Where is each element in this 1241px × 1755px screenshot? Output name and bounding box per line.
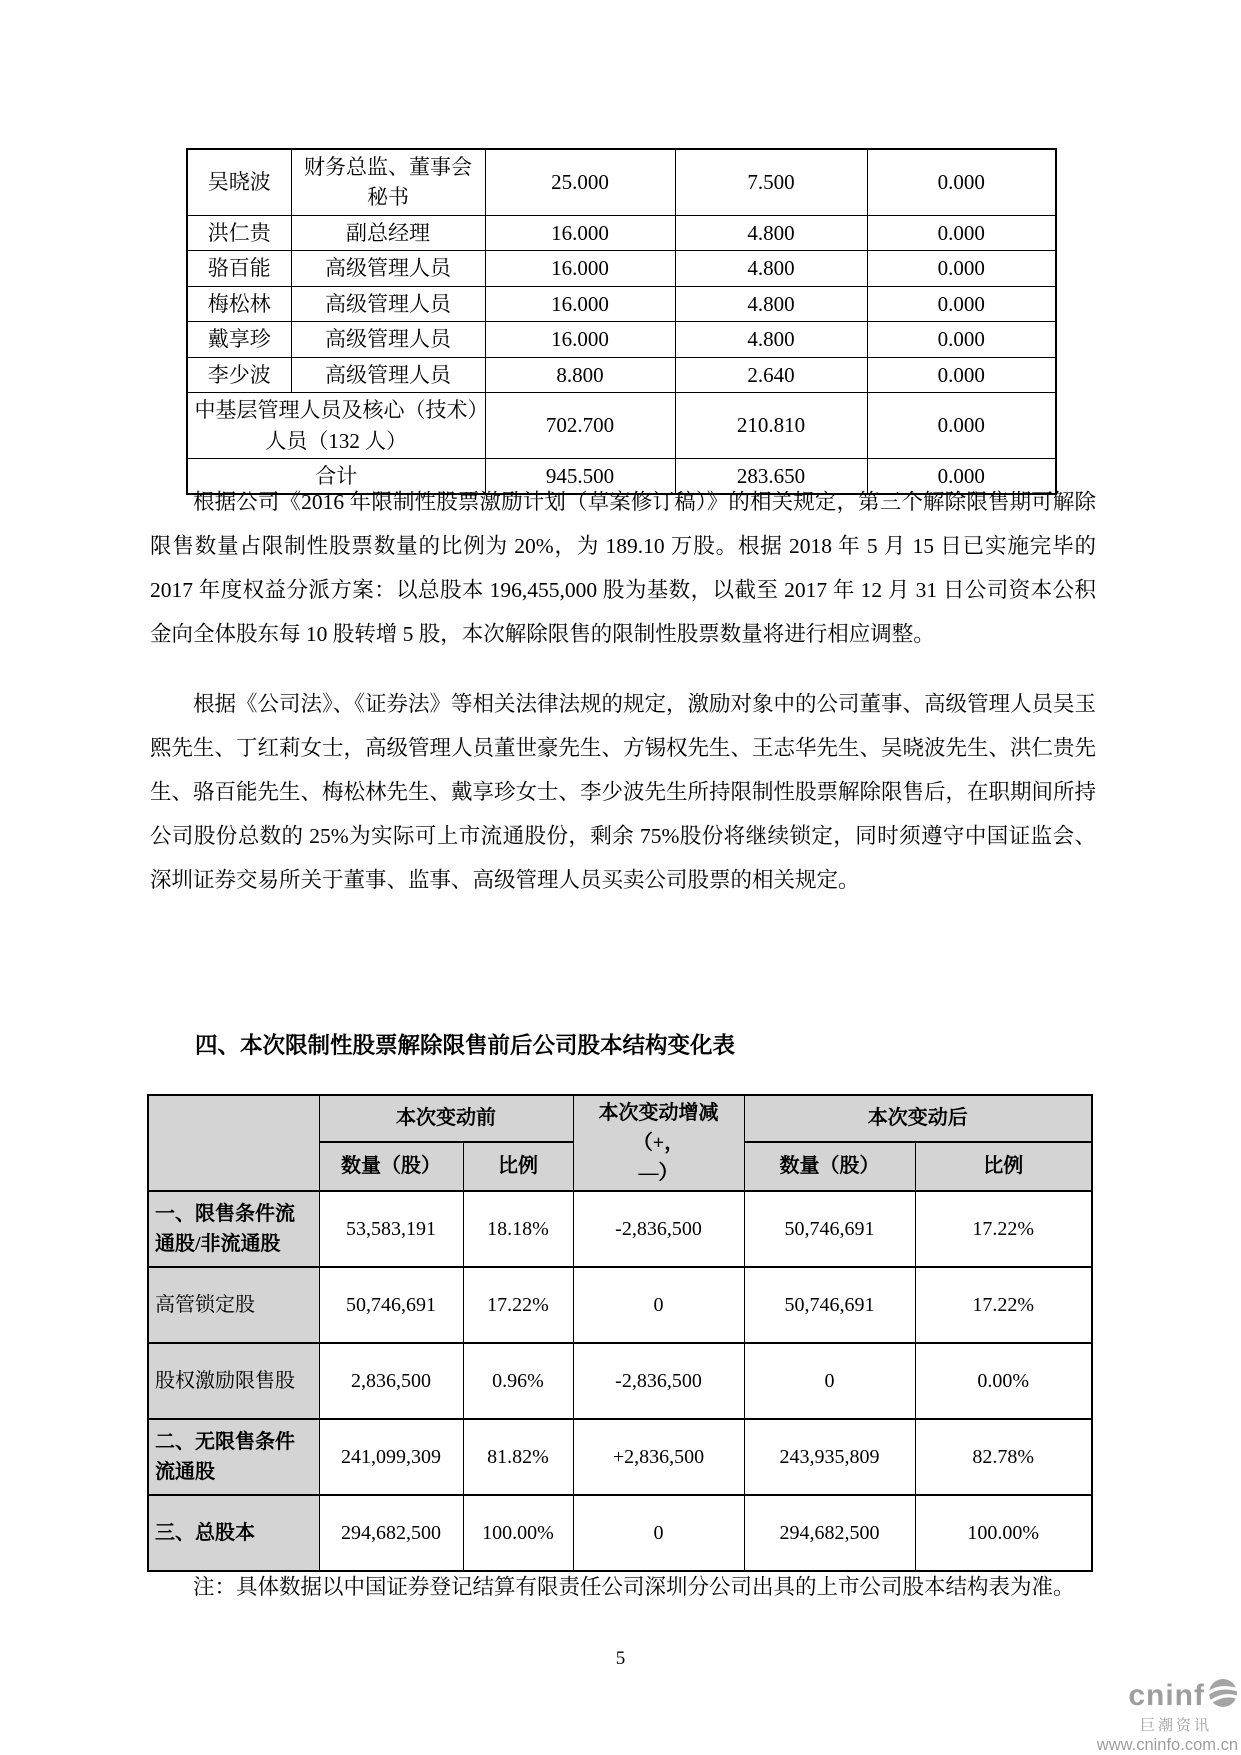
- recipient-name: 洪仁贵: [187, 215, 291, 250]
- row-label: 三、总股本: [148, 1495, 319, 1571]
- recipient-position: 高级管理人员: [291, 322, 485, 357]
- header-change-amount: [573, 1095, 744, 1191]
- logo-brand-row: [1090, 1678, 1238, 1713]
- after-ratio: 82.78%: [915, 1419, 1092, 1495]
- recipient-position: 副总经理: [291, 215, 485, 250]
- note-text: 注：具体数据以中国证券登记结算有限责任公司深圳分公司出具的上市公司股本结构表为准。: [193, 1575, 1075, 1599]
- change-amount: +2,836,500: [573, 1419, 744, 1495]
- header-change-line2: —）: [638, 1162, 679, 1184]
- change-amount: 0: [573, 1495, 744, 1571]
- header-change-line1: 本次变动增减（+，: [598, 1102, 719, 1154]
- release-amount: 4.800: [675, 251, 867, 286]
- change-amount: 0: [573, 1267, 744, 1343]
- other-amount: 0.000: [867, 322, 1056, 357]
- recipient-position: 高级管理人员: [291, 251, 485, 286]
- release-amount: 2.640: [675, 357, 867, 392]
- header-qty-before: 数量（股）: [319, 1142, 463, 1191]
- paragraph-law-rule: 根据《公司法》、《证券法》等相关法律法规的规定，激励对象中的公司董事、高级管理人员吴玉熙先生、丁红莉女士，高级管理人员董世豪先生、方锡权先生、王志华先生、吴晓波先生、洪仁贵先生、骆百能先生、梅松林先生、戴享珍女士、李少波先生所持限制性股票解除限售后，在职期间所持公司股份总数的 25%为实际可上市流通股份，剩余 75%股份将继续锁定，同时须遵守中国证监会、深圳证券交易所关于董事、监事、高级管理人员买卖公司股票的相关规定。: [150, 692, 1097, 892]
- before-qty: 294,682,500: [319, 1495, 463, 1571]
- before-qty: 53,583,191: [319, 1191, 463, 1267]
- before-ratio: 18.18%: [463, 1191, 573, 1267]
- table-row: [187, 215, 1056, 250]
- table-row: [187, 286, 1056, 321]
- logo-url: www.cninfo.com.cn: [1096, 1736, 1238, 1754]
- recipient-position: 财务总监、董事会秘书: [291, 149, 485, 215]
- logo-brand-text: cninf: [1128, 1678, 1205, 1712]
- before-qty: 2,836,500: [319, 1343, 463, 1419]
- after-ratio: 17.22%: [915, 1267, 1092, 1343]
- table-row-group: [187, 393, 1056, 459]
- row-label: 二、无限售条件流通股: [148, 1419, 319, 1495]
- row-label: 股权激励限售股: [148, 1343, 319, 1419]
- table-row: [148, 1191, 1092, 1267]
- row-label: 高管锁定股: [148, 1267, 319, 1343]
- granted-amount: 945.500: [485, 458, 675, 494]
- recipient-position: 高级管理人员: [291, 357, 485, 392]
- table-row: [148, 1419, 1092, 1495]
- granted-amount: 16.000: [485, 286, 675, 321]
- release-amount: 4.800: [675, 286, 867, 321]
- body-paragraphs: [150, 480, 1096, 902]
- recipient-name: 骆百能: [187, 251, 291, 286]
- table-row: [187, 149, 1056, 215]
- table-row: [187, 251, 1056, 286]
- release-amount: 7.500: [675, 149, 867, 215]
- header-before-change: 本次变动前: [319, 1095, 573, 1142]
- header-blank-cell: [148, 1095, 319, 1191]
- page-number: 5: [615, 1648, 626, 1669]
- note-block: [150, 1560, 1096, 1614]
- before-ratio: 100.00%: [463, 1495, 573, 1571]
- paragraph-plan-rule: 根据公司《2016 年限制性股票激励计划（草案修订稿）》的相关规定，第三个解除限售期可解除限售数量占限制性股票数量的比例为 20%，为 189.10 万股。根据 2018 年 5 月 15 日已实施完毕的 2017 年度权益分派方案：以总股本 196,455,000 股为基数，以截至 2017 年 12 月 31 日公司资本公积金向全体股东每 10 股转增 5 股，本次解除限售的限制性股票数量将进行相应调整。: [150, 490, 1096, 646]
- header-after-change: 本次变动后: [744, 1095, 1092, 1142]
- other-amount: 0.000: [867, 215, 1056, 250]
- recipient-name: 戴享珍: [187, 322, 291, 357]
- total-label: 合计: [187, 458, 485, 494]
- section-heading: 四、本次限制性股票解除限售前后公司股本结构变化表: [195, 1033, 736, 1058]
- group-label: 中基层管理人员及核心（技术）人员（132 人）: [187, 393, 485, 459]
- granted-amount: 25.000: [485, 149, 675, 215]
- row-label: 一、限售条件流通股/非流通股: [148, 1191, 319, 1267]
- after-qty: 243,935,809: [744, 1419, 915, 1495]
- release-amount: 4.800: [675, 215, 867, 250]
- after-ratio: 17.22%: [915, 1191, 1092, 1267]
- other-amount: 0.000: [867, 458, 1056, 494]
- table-row: [187, 322, 1056, 357]
- recipient-name: 李少波: [187, 357, 291, 392]
- other-amount: 0.000: [867, 251, 1056, 286]
- after-qty: 294,682,500: [744, 1495, 915, 1571]
- release-amount: 283.650: [675, 458, 867, 494]
- after-qty: 50,746,691: [744, 1191, 915, 1267]
- before-ratio: 17.22%: [463, 1267, 573, 1343]
- granted-amount: 16.000: [485, 322, 675, 357]
- before-ratio: 0.96%: [463, 1343, 573, 1419]
- recipient-name: 吴晓波: [187, 149, 291, 215]
- table-header-row: [148, 1095, 1092, 1142]
- incentive-recipients-table: [186, 148, 1057, 495]
- after-qty: 0: [744, 1343, 915, 1419]
- granted-amount: 16.000: [485, 215, 675, 250]
- after-qty: 50,746,691: [744, 1267, 915, 1343]
- cninfo-logo: [1090, 1678, 1238, 1755]
- table-row: [148, 1343, 1092, 1419]
- granted-amount: 16.000: [485, 251, 675, 286]
- logo-cn-name: 巨潮资讯: [1139, 1717, 1212, 1734]
- after-ratio: 0.00%: [915, 1343, 1092, 1419]
- header-ratio-before: 比例: [463, 1142, 573, 1191]
- before-qty: 50,746,691: [319, 1267, 463, 1343]
- before-ratio: 81.82%: [463, 1419, 573, 1495]
- granted-amount: 8.800: [485, 357, 675, 392]
- release-amount: 4.800: [675, 322, 867, 357]
- other-amount: 0.000: [867, 357, 1056, 392]
- recipient-position: 高级管理人员: [291, 286, 485, 321]
- other-amount: 0.000: [867, 286, 1056, 321]
- after-ratio: 100.00%: [915, 1495, 1092, 1571]
- table-row: [148, 1267, 1092, 1343]
- table-row: [187, 357, 1056, 392]
- header-ratio-after: 比例: [915, 1142, 1092, 1191]
- before-qty: 241,099,309: [319, 1419, 463, 1495]
- change-amount: -2,836,500: [573, 1191, 744, 1267]
- globe-icon: [1208, 1678, 1238, 1713]
- share-structure-table: [147, 1094, 1093, 1572]
- other-amount: 0.000: [867, 149, 1056, 215]
- other-amount: 0.000: [867, 393, 1056, 459]
- change-amount: -2,836,500: [573, 1343, 744, 1419]
- granted-amount: 702.700: [485, 393, 675, 459]
- recipient-name: 梅松林: [187, 286, 291, 321]
- header-qty-after: 数量（股）: [744, 1142, 915, 1191]
- release-amount: 210.810: [675, 393, 867, 459]
